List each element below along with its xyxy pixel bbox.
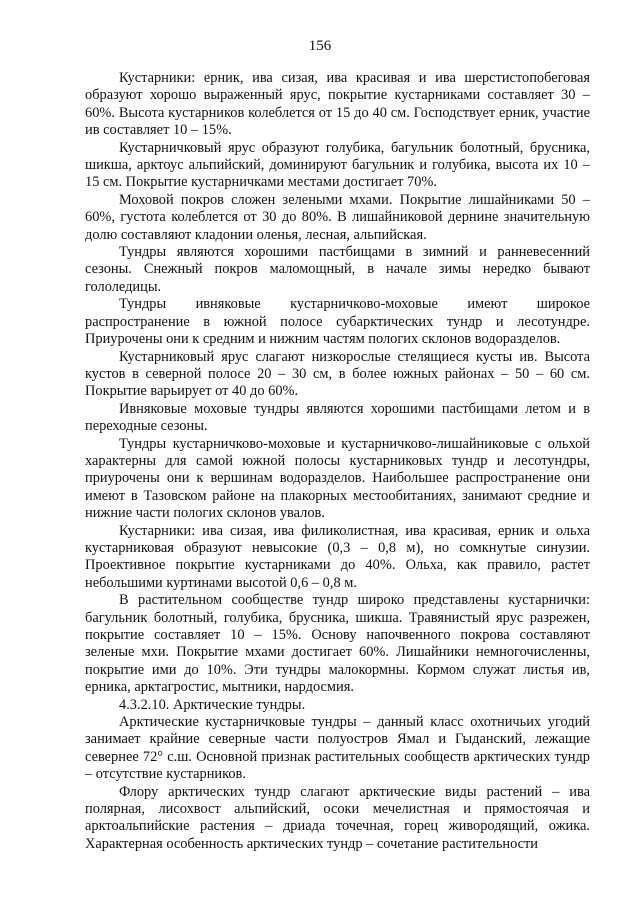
- paragraph: Тундры кустарничково-моховые и кустарничково-лишайниковые с ольхой характерны для самой южной полосы кустарниковых тундр и лесотундры, приурочены они к вершинам водоразделов. Наибольшее распространение они имеют в Тазовском районе на плакорных местообитаниях, занимают средние и нижние части пологих склонов увалов.: [85, 435, 590, 522]
- paragraph: Кустарниковый ярус слагают низкорослые стелящиеся кусты ив. Высота кустов в северной полосе 20 – 30 см, в более южных районах – 50 – 60 см. Покрытие варьирует от 40 до 60%.: [85, 348, 590, 400]
- paragraph: В растительном сообществе тундр широко представлены кустарнички: багульник болотный, голубика, брусника, шикша. Травянистый ярус разрежен, покрытие составляет 10 – 15%. Основу напочвенного покрова составляют зеленые мхи. Покрытие мхами достигает 60%. Лишайники немногочисленны, покрытие ими до 10%. Эти тундры малокормны. Кормом служат листья ив, ерника, арктагростис, мытники, нардосмия.: [85, 592, 590, 696]
- paragraph: Моховой покров сложен зелеными мхами. Покрытие лишайниками 50 – 60%, густота колеблется от 30 до 80%. В лишайниковой дернине значительную долю составляют кладонии оленья, лесная, альпийская.: [85, 191, 590, 243]
- page-number: 156: [308, 38, 332, 54]
- paragraph: Тундры ивняковые кустарничково-моховые имеют широкое распространение в южной полосе субарктических тундр и лесотундре. Приурочены они к средним и нижним частям пологих склонов водоразделов.: [85, 296, 590, 348]
- paragraph: Кустарничковый ярус образуют голубика, багульник болотный, брусника, шикша, арктоус альпийский, доминируют багульник и голубика, высота их 10 – 15 см. Покрытие кустарничками местами достигает 70%.: [85, 139, 590, 191]
- paragraph: Кустарники: ива сизая, ива филиколистная, ива красивая, ерник и ольха кустарниковая образуют невысокие (0,3 – 0,8 м), но сомкнутые синузии. Проективное покрытие кустарниками до 40%. Ольха, как правило, растет небольшими куртинами высотой 0,6 – 0,8 м.: [85, 522, 590, 591]
- paragraph: Ивняковые моховые тундры являются хорошими пастбищами летом и в переходные сезоны.: [85, 400, 590, 435]
- document-body: [85, 70, 590, 853]
- paragraph: Флору арктических тундр слагают арктические виды растений – ива полярная, лисохвост альпийский, осоки мечелистная и прямостоячая и арктоальпийские растения – дриада точечная, горец живородящий, ожика. Характерная особенность арктических тундр – сочетание растительности: [85, 783, 590, 852]
- section-heading: 4.3.2.10. Арктические тундры.: [119, 696, 306, 713]
- paragraph: Кустарники: ерник, ива сизая, ива красивая и ива шерстистопобеговая образуют хорошо выраженный ярус, покрытие кустарниками составляет 30 – 60%. Высота кустарников колеблется от 15 до 40 см. Господствует ерник, участие ив составляет 10 – 15%.: [85, 70, 590, 139]
- paragraph: Тундры являются хорошими пастбищами в зимний и ранневесенний сезоны. Снежный покров маломощный, в начале зимы нередко бывают гололедицы.: [85, 244, 590, 295]
- paragraph: Арктические кустарничковые тундры – данный класс охотничьих угодий занимает крайние северные части полуостров Ямал и Гыданский, лежащие севернее 72° с.ш. Основной признак растительных сообществ арктических тундр – отсутствие кустарников.: [85, 714, 590, 783]
